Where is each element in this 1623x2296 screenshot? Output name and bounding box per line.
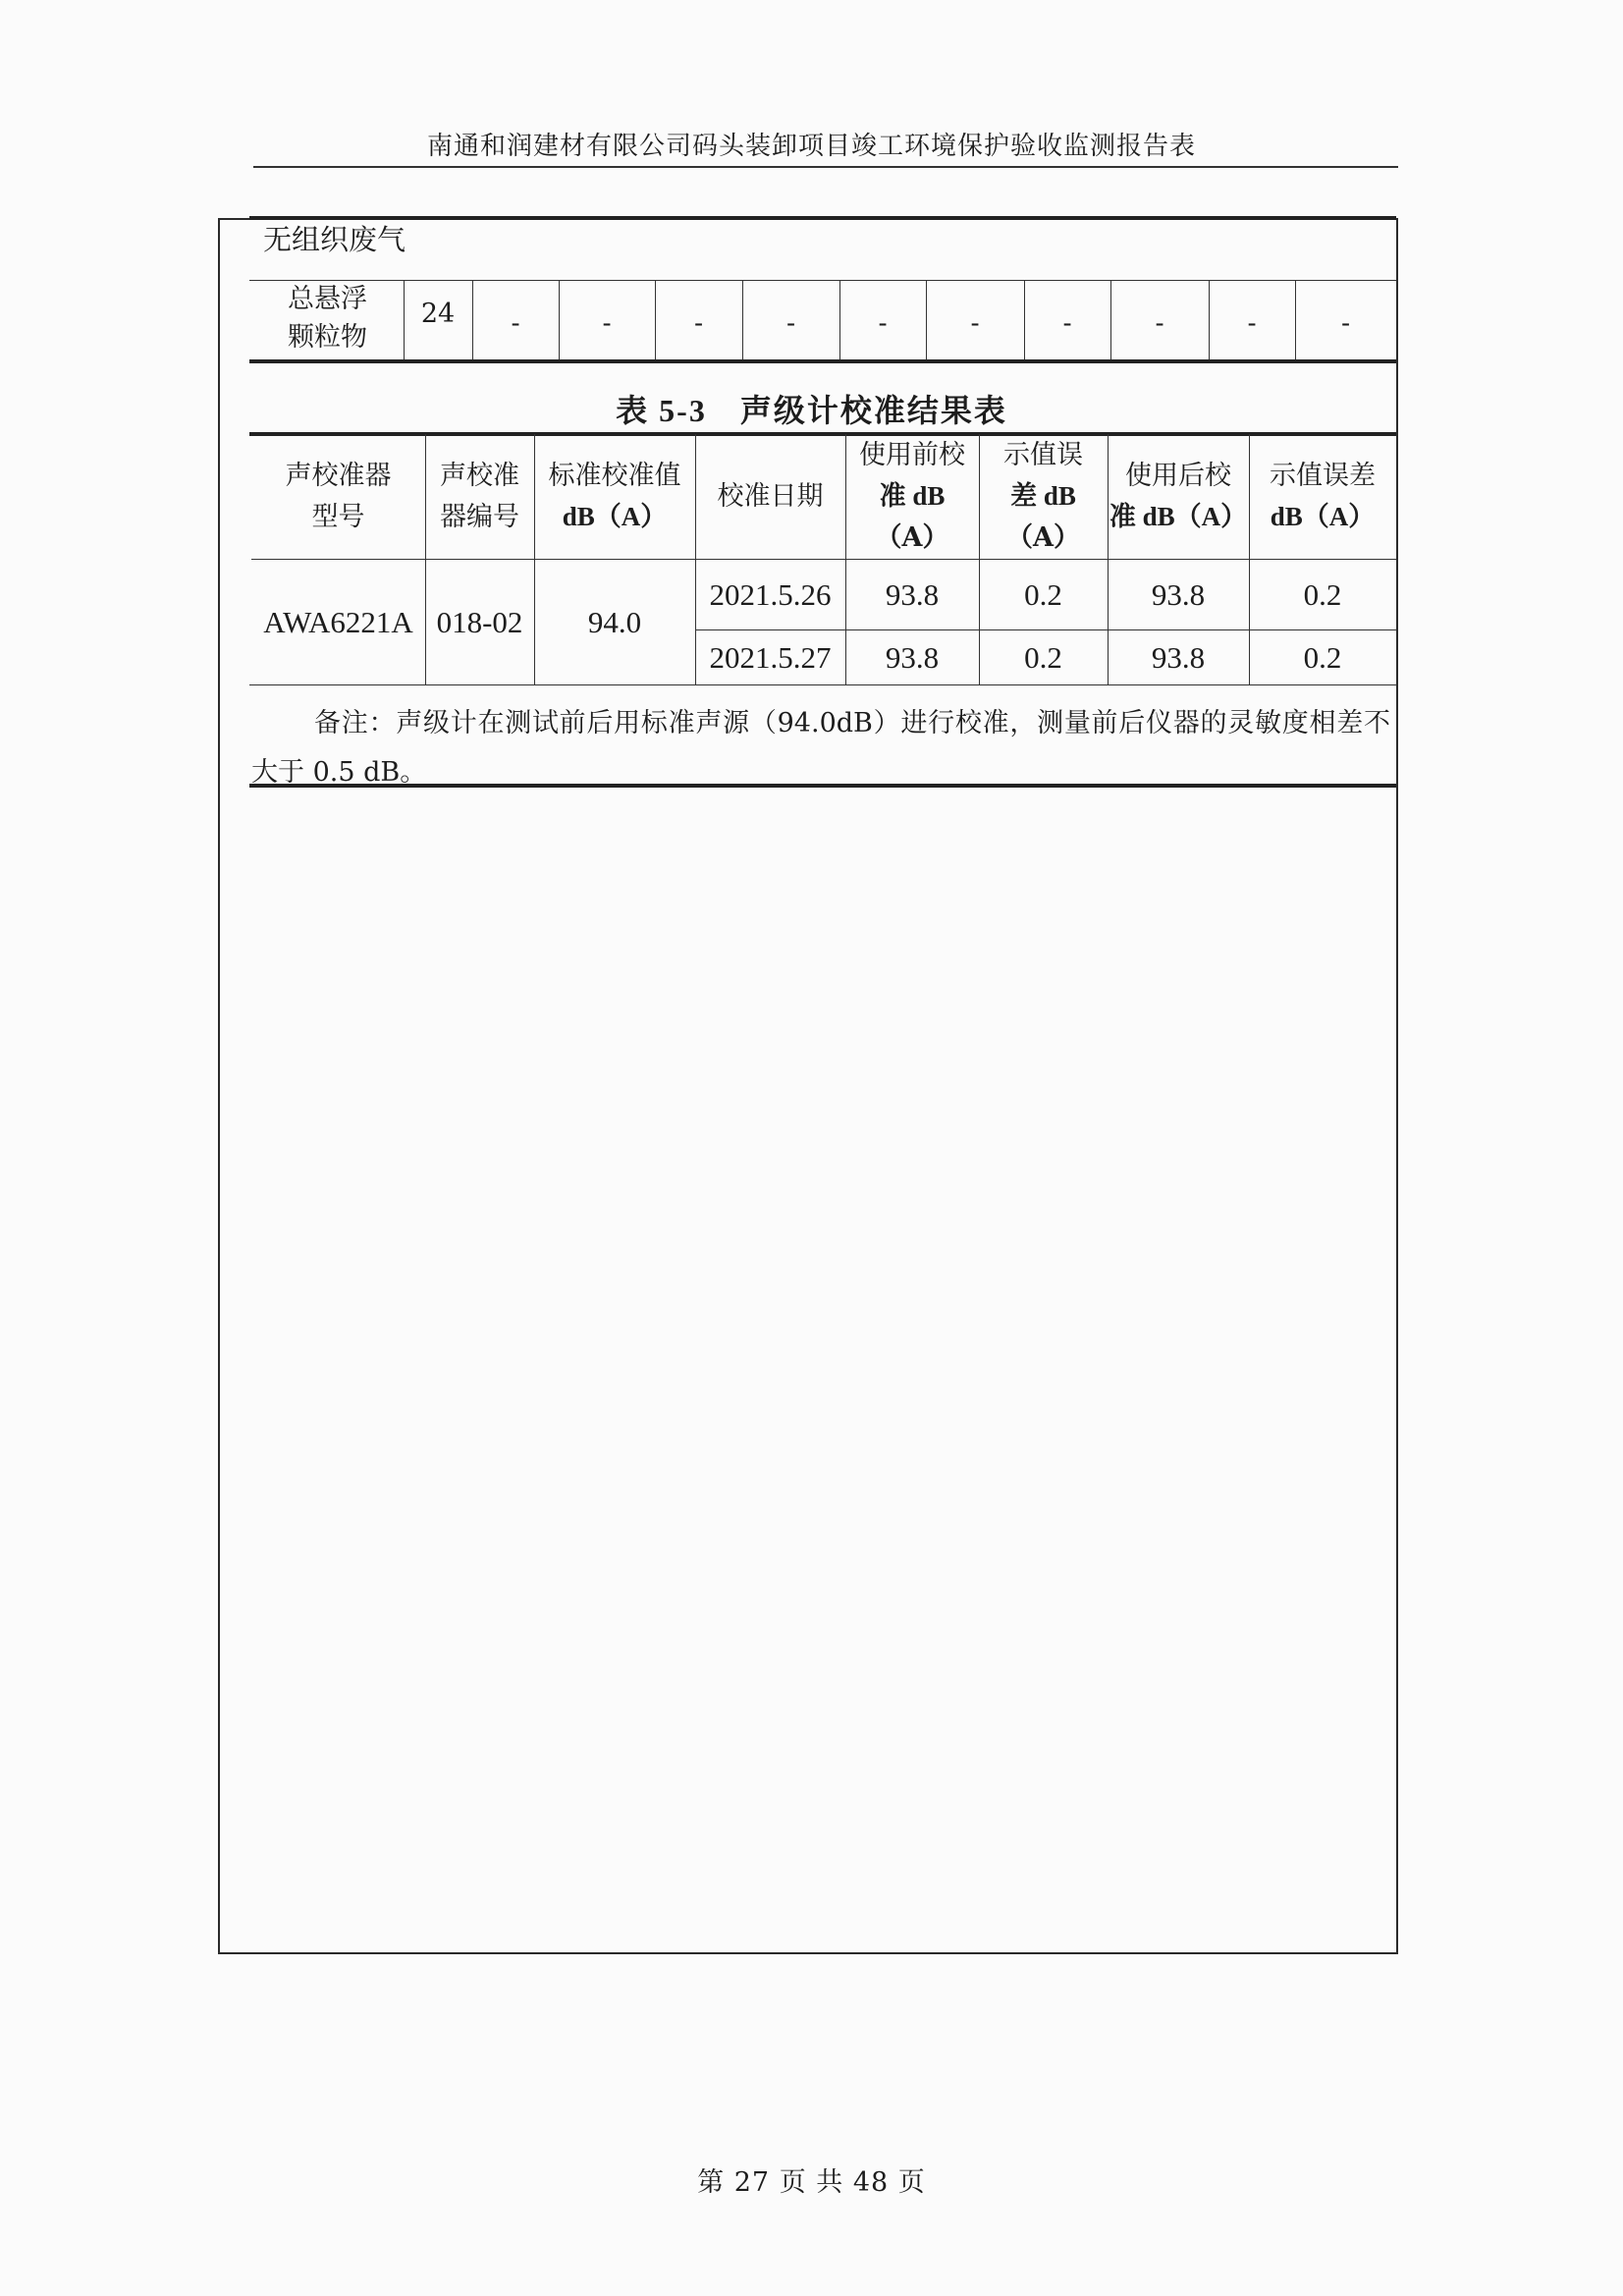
- standard-value-cell: 94.0: [587, 605, 642, 639]
- header-divider: [253, 166, 1398, 168]
- pollutant-label-line: 颗粒物: [288, 322, 367, 354]
- header-line: 示值误差: [1270, 461, 1376, 492]
- upper-table-top-rule: [249, 216, 1396, 220]
- upper-cell: -: [693, 308, 704, 340]
- model-cell: AWA6221A: [263, 605, 413, 639]
- header-cell: [695, 434, 845, 560]
- upper-cell: -: [1340, 308, 1351, 340]
- before-value-cell: 93.8: [885, 577, 940, 612]
- pollutant-label-line: 总悬浮: [288, 284, 367, 314]
- error-after-cell: 0.2: [1303, 577, 1342, 612]
- upper-cell: -: [878, 308, 888, 340]
- header-cell: [425, 434, 534, 560]
- error-after-cell: 0.2: [1303, 640, 1342, 675]
- header-line: 器编号: [440, 502, 519, 532]
- header-line: 声校准器: [285, 461, 392, 492]
- header-cell: [534, 434, 695, 560]
- table-number: 表 5-3: [616, 393, 707, 428]
- table-title-text: 声级计校准结果表: [739, 392, 1007, 429]
- upper-cell: -: [1247, 308, 1257, 340]
- upper-cell: -: [785, 308, 796, 340]
- header-line: 使用后校: [1125, 461, 1231, 492]
- header-cell: [1108, 434, 1249, 560]
- table-title: [0, 386, 1623, 431]
- header-line: 差 dB: [1010, 481, 1076, 512]
- pollutant-label: [251, 280, 404, 356]
- table-note: 备注：声级计在测试前后用标准声源（94.0dB）进行校准，测量前后仪器的灵敏度相差不大于 0.5 dB。: [251, 708, 1390, 788]
- upper-cell: -: [1062, 308, 1072, 340]
- upper-cell: -: [511, 308, 520, 340]
- page-number: 第 27 页 共 48 页: [697, 2167, 926, 2198]
- header-cell: [251, 434, 425, 560]
- header-line: 标准校准值: [548, 461, 681, 492]
- upper-cell: -: [970, 308, 980, 340]
- header-cell: [1249, 434, 1396, 560]
- upper-cell: -: [602, 308, 612, 340]
- after-value-cell: 93.8: [1151, 577, 1206, 612]
- table-body-bottom-rule: [249, 684, 1396, 685]
- header-bottom-rule: [251, 559, 1396, 560]
- header-line: 准 dB: [879, 481, 946, 512]
- header-line: 型号: [311, 502, 365, 532]
- header-line: 示值误: [1003, 440, 1083, 471]
- header-line: dB（A）: [562, 502, 668, 531]
- after-value-cell: 93.8: [1151, 640, 1206, 675]
- date-cell: 2021.5.27: [709, 640, 832, 675]
- row-divider: [695, 629, 1396, 630]
- upper-cell: -: [1155, 308, 1164, 340]
- serial-cell: 018-02: [436, 605, 523, 639]
- section-label: 无组织废气: [263, 223, 406, 256]
- header-cell: [845, 434, 979, 560]
- note-bottom-rule: [249, 784, 1396, 788]
- report-header-title: 南通和润建材有限公司码头装卸项目竣工环境保护验收监测报告表: [426, 132, 1196, 161]
- header-line: 使用前校: [859, 440, 965, 471]
- header-line: 准 dB（A）: [1109, 502, 1248, 531]
- date-cell: 2021.5.26: [709, 577, 832, 612]
- header-line: （A）: [875, 521, 949, 553]
- header-line: （A）: [1006, 521, 1080, 553]
- error-before-cell: 0.2: [1024, 577, 1062, 612]
- before-value-cell: 93.8: [885, 640, 940, 675]
- header-cell: [979, 434, 1108, 560]
- header-line: 校准日期: [717, 481, 824, 513]
- upper-cell: 24: [420, 299, 456, 330]
- header-line: dB（A）: [1270, 502, 1376, 531]
- error-before-cell: 0.2: [1024, 640, 1062, 675]
- upper-table-bottom-rule: [249, 359, 1396, 363]
- header-line: 声校准: [440, 461, 519, 492]
